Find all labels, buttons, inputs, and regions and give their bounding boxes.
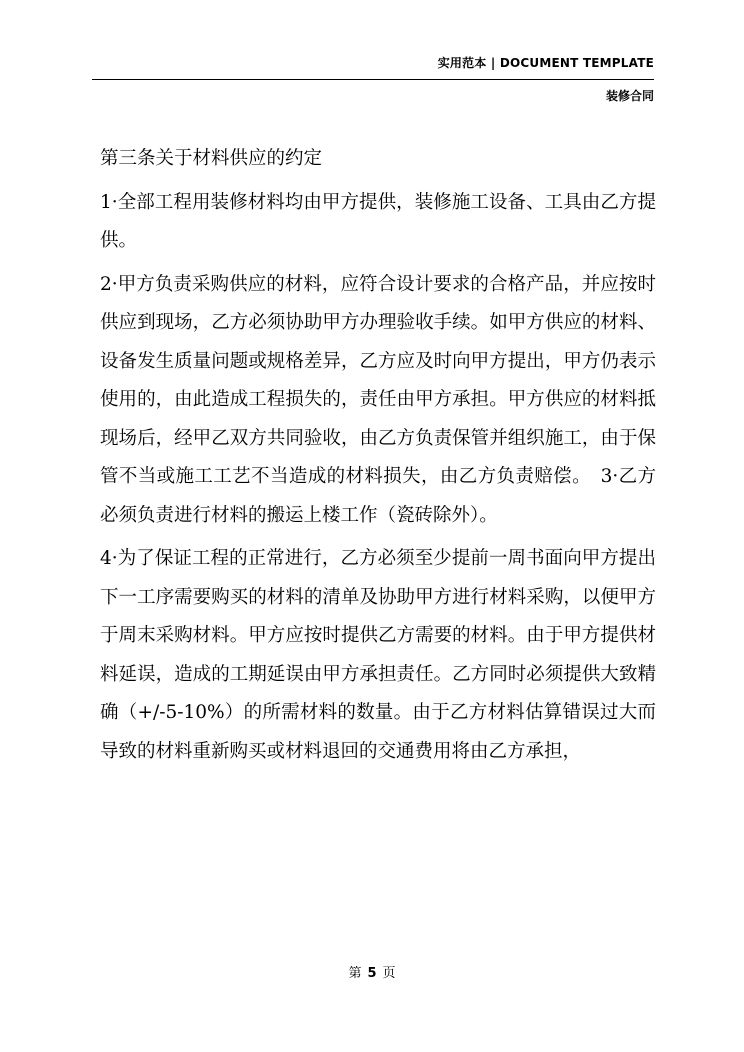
clause-4: 4·为了保证工程的正常进行，乙方必须至少提前一周书面向甲方提出下一工序需要购买的材料的清单及协助甲方进行材料采购，以便甲方于周末采购材料。甲方应按时提供乙方需要的材料。由于甲方提供材料延误，造成的工期延误由甲方承担责任。乙方同时必须提供大致精确（+/-5-10%）的所需材料的数量。由于乙方材料估算错误过大而导致的材料重新购买或材料退回的交通费用将由乙方承担， (100, 548, 656, 762)
clause-1: 1·全部工程用装修材料均由甲方提供，装修施工设备、工具由乙方提供。 (100, 191, 656, 251)
document-body (100, 140, 656, 771)
page-footer (0, 962, 744, 981)
header-title: 实用范本 | DOCUMENT TEMPLATE (437, 56, 654, 70)
page-header (0, 0, 744, 110)
header-subtitle: 装修合同 (605, 89, 654, 103)
footer-prefix: 第 (348, 966, 362, 981)
article-heading: 第三条关于材料供应的约定 (100, 148, 323, 169)
page-number: 5 (367, 966, 377, 981)
footer-suffix: 页 (382, 966, 396, 981)
header-divider (92, 79, 654, 80)
clause-2-3: 2·甲方负责采购供应的材料，应符合设计要求的合格产品，并应按时供应到现场，乙方必须协助甲方办理验收手续。如甲方供应的材料、设备发生质量问题或规格差异，乙方应及时向甲方提出，甲方仍表示使用的，由此造成工程损失的，责任由甲方承担。甲方供应的材料抵现场后，经甲乙双方共同验收，由乙方负责保管并组织施工，由于保管不当或施工工艺不当造成的材料损失，由乙方负责赔偿。 3·乙方必须负责进行材料的搬运上楼工作（瓷砖除外）。 (100, 273, 656, 526)
